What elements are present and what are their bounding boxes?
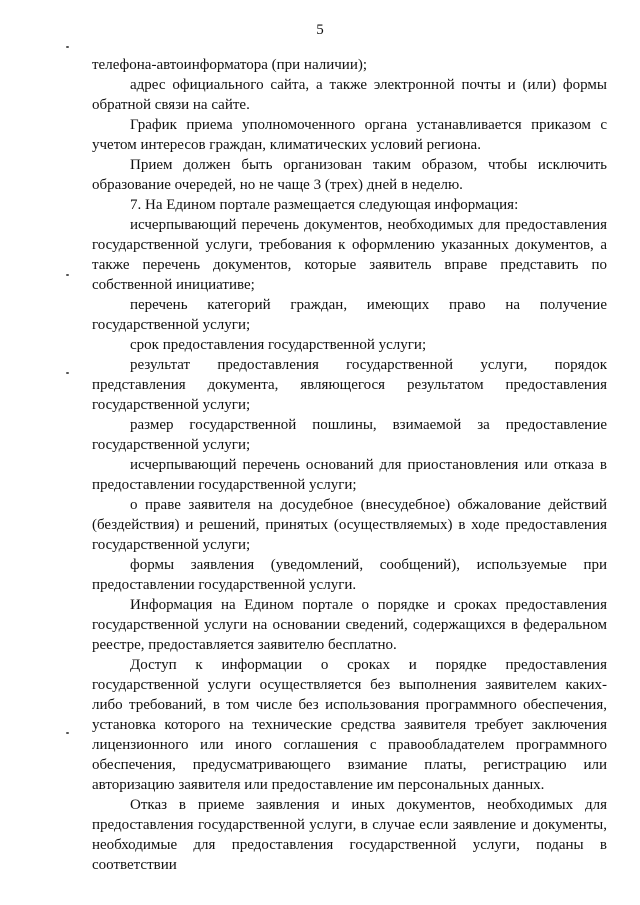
- section-heading: 7. На Едином портале размещается следующая информация:: [130, 197, 519, 213]
- margin-mark: [66, 274, 69, 276]
- paragraph: размер государственной пошлины, взимаемой за предоставление государственной услуги;: [92, 417, 607, 453]
- paragraph: Прием должен быть организован таким образом, чтобы исключить образование очередей, но не чаще 3 (трех) дней в неделю.: [92, 157, 607, 193]
- margin-mark: [66, 372, 69, 374]
- paragraph: перечень категорий граждан, имеющих право на получение государственной услуги;: [92, 297, 607, 333]
- margin-mark: [66, 46, 69, 48]
- paragraph: График приема уполномоченного органа устанавливается приказом с учетом интересов граждан, климатических условий региона.: [92, 117, 607, 153]
- margin-mark: [66, 732, 69, 734]
- paragraph: Информация на Едином портале о порядке и сроках предоставления государственной услуги на основании сведений, содержащихся в федеральном реестре, предоставляется заявителю бесплатно.: [92, 597, 607, 653]
- paragraph: результат предоставления государственной услуги, порядок представления документа, являющегося результатом предоставления государственной услуги;: [92, 357, 607, 413]
- document-body: [92, 55, 607, 875]
- page-number: 5: [316, 22, 324, 38]
- paragraph: Доступ к информации о сроках и порядке предоставления государственной услуги осуществляется без выполнения заявителем каких-либо требований, в том числе без использования программного обеспечения, установка которого на технические средства заявителя требует заключения лицензионного или иного соглашения с правообладателем программного обеспечения, предусматривающего взимание платы, регистрацию или авторизацию заявителя или предоставление им персональных данных.: [92, 657, 607, 793]
- paragraph: формы заявления (уведомлений, сообщений), используемые при предоставлении государственной услуги.: [92, 557, 607, 593]
- paragraph: о праве заявителя на досудебное (внесудебное) обжалование действий (бездействия) и решений, принятых (осуществляемых) в ходе предоставления государственной услуги;: [92, 497, 607, 553]
- paragraph: исчерпывающий перечень оснований для приостановления или отказа в предоставлении государственной услуги;: [92, 457, 607, 493]
- paragraph: Отказ в приеме заявления и иных документов, необходимых для предоставления государственной услуги, в случае если заявление и документы, необходимые для предоставления государственной услуги, поданы в соответствии: [92, 797, 607, 873]
- paragraph: телефона-автоинформатора (при наличии);: [92, 57, 368, 73]
- paragraph: адрес официального сайта, а также электронной почты и (или) формы обратной связи на сайте.: [92, 77, 607, 113]
- paragraph: исчерпывающий перечень документов, необходимых для предоставления государственной услуги, требования к оформлению указанных документов, а также перечень документов, которые заявитель вправе представить по собственной инициативе;: [92, 217, 607, 293]
- paragraph: срок предоставления государственной услуги;: [130, 337, 427, 353]
